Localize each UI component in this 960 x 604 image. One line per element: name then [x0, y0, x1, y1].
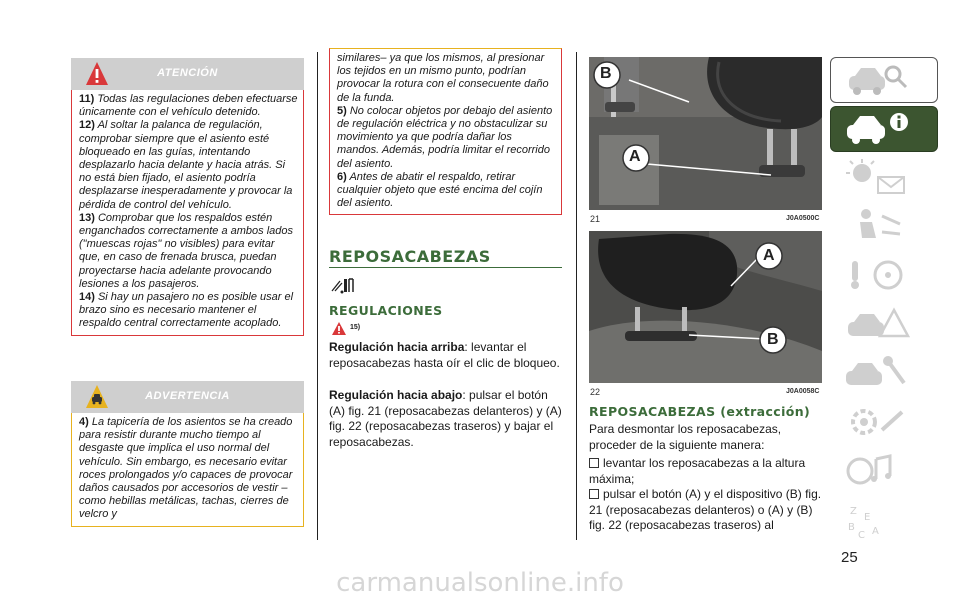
nav-tab-safety[interactable]	[830, 204, 936, 248]
figure-21-image	[589, 57, 822, 210]
figure-22-label-b: B	[767, 331, 779, 348]
car-wrench-icon	[830, 351, 936, 395]
svg-text:E: E	[864, 512, 871, 523]
svg-text:B: B	[848, 522, 855, 533]
figure-21-label-a: A	[629, 148, 641, 165]
warning-header	[71, 381, 304, 413]
attention-item: 12) Al soltar la palanca de regulación, comprobar siempre que el asiento esté bloqueado en las guías, intentando desplazarlo hacia delante y hacia atrás. Si no está bien fijado, el asiento podría desplazarse inesperadamente y provocar la pérdida de control del vehículo.	[79, 119, 293, 211]
car-info-icon	[831, 107, 937, 151]
car-search-icon	[831, 58, 937, 102]
emergency-car-icon	[830, 302, 936, 346]
gear-tools-icon	[830, 400, 936, 444]
bullet-icon	[589, 489, 599, 499]
lights-message-icon	[830, 155, 936, 199]
nav-tab-maintenance[interactable]	[830, 351, 936, 395]
figure-22-image	[589, 231, 822, 383]
danger-icon	[331, 321, 347, 336]
para-adjust-up: Regulación hacia arriba: levantar el reposacabezas hasta oír el clic de bloqueo.	[329, 340, 560, 370]
headrest-symbol-icon	[330, 276, 358, 294]
extraction-intro: Para desmontar los reposacabezas, proceder de la siguiente manera:	[589, 422, 782, 452]
attention-box	[71, 58, 304, 336]
warning-continuation-body	[329, 48, 562, 215]
warning-box	[71, 381, 304, 527]
nav-tab-index[interactable]	[830, 498, 936, 542]
figure-21-number: 21	[590, 214, 601, 224]
nav-tab-lights[interactable]	[830, 155, 936, 199]
extraction-title: REPOSACABEZAS (extracción)	[589, 404, 811, 419]
warning-title: ADVERTENCIA	[145, 390, 230, 402]
seat-passenger-icon	[830, 204, 936, 248]
svg-text:Z: Z	[850, 506, 857, 517]
multimedia-icon	[830, 449, 936, 493]
steering-wheel-icon	[830, 253, 936, 297]
attention-item: 13) Comprobar que los respaldos estén enganchados correctamente a ambos lados ("muescas rojas" no visibles) para evitar que, en caso de frenada brusca, puedan proyectarse hacia adelante provocando lesiones a los pasajeros.	[79, 211, 294, 290]
nav-tab-technical[interactable]	[830, 400, 936, 444]
para-adjust-down: Regulación hacia abajo: pulsar el botón (A) fig. 21 (reposacabezas delanteros) y (A) fig. 22 (reposacabezas traseros) y bajar el reposacabezas.	[329, 388, 562, 449]
alphabet-index-icon	[830, 498, 936, 542]
attention-title: ATENCIÓN	[157, 67, 218, 79]
column-divider-2	[576, 52, 577, 540]
warning-item: 4) La tapicería de los asientos se ha creado para resistir durante mucho tiempo al desgaste que implica el uso normal del vehículo. Sin embargo, es necesario evitar roces prolongados y/o capaces de provocar daños causados por accesorios de vestir –como hebillas metálicas, tachas, cierres de velcro y	[79, 416, 293, 521]
warning-item: 5) No colocar objetos por debajo del asiento de regulación eléctrica y no obstaculizar su movimiento ya que podría dañar los mandos. Además, podría limitar el recorrido del asiento.	[337, 104, 553, 170]
nav-tab-car-info[interactable]	[830, 106, 938, 152]
footer-watermark: carmanualsonline.info	[336, 568, 624, 598]
warning-continuation-box	[329, 48, 562, 215]
warning-body	[71, 413, 304, 527]
figure-22-code: J0A0058C	[786, 388, 820, 395]
warning-item: 6) Antes de abatir el respaldo, retirar cualquier objeto que esté encima del cojín del asiento.	[337, 170, 543, 210]
subsection-title: REGULACIONES	[329, 303, 443, 318]
svg-text:C: C	[858, 530, 865, 541]
attention-item: 11) Todas las regulaciones deben efectuarse únicamente con el vehículo detenido.	[79, 93, 298, 119]
nav-tab-emergency[interactable]	[830, 302, 936, 346]
nav-tab-starting[interactable]	[830, 253, 936, 297]
figure-21-label-b: B	[600, 65, 612, 82]
attention-header	[71, 58, 304, 90]
warning-continuation-text: similares– ya que los mismos, al presionar los tejidos en un mismo punto, podrían provocar la rotura con el consecuente daño de la funda.	[337, 52, 549, 104]
reference-note: 15)	[350, 324, 361, 331]
nav-tab-dashboard[interactable]	[830, 57, 938, 103]
list-item: pulsar el botón (A) y el dispositivo (B) fig. 21 (reposacabezas delanteros) o (A) y (B) fig. 22 (reposacabezas traseros) al	[589, 487, 822, 532]
attention-body	[71, 90, 304, 336]
section-title: REPOSACABEZAS	[329, 247, 491, 266]
figure-21-code: J0A0500C	[786, 215, 820, 222]
figure-22-label-a: A	[763, 247, 775, 264]
nav-tab-multimedia[interactable]	[830, 449, 936, 493]
list-item: levantar los reposacabezas a la altura máxima;	[589, 456, 806, 486]
figure-22-number: 22	[590, 387, 601, 397]
column-divider-1	[317, 52, 318, 540]
page-number: 25	[841, 549, 858, 566]
bullet-icon	[589, 458, 599, 468]
attention-item: 14) Si hay un pasajero no es posible usar el brazo sino es necesario mantener el respaldo central correctamente acoplado.	[79, 291, 294, 330]
svg-text:A: A	[872, 526, 879, 537]
section-rule	[329, 267, 562, 268]
